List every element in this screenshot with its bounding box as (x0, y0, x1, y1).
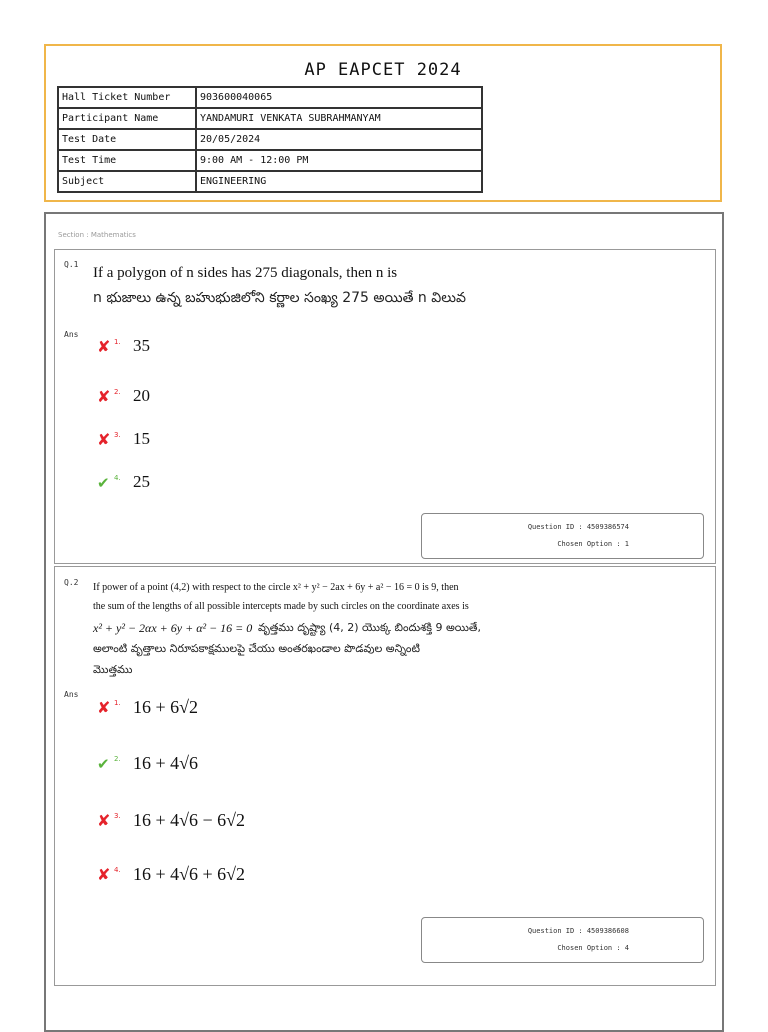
check-icon: ✔ (97, 474, 110, 492)
question-text-english-line-1: If power of a point (4,2) with respect to the circle x² + y² − 2ax + 6y + a² − 16 = 0 is 9, then (93, 582, 459, 593)
question-text-telugu: n భుజాలు ఉన్న బహుభుజిలోని కర్ణాల సంఖ్య 275 అయితే n విలువ (93, 290, 466, 306)
option-number: 4. (114, 474, 121, 482)
question-text-telugu-line-1: వృత్తము దృష్ట్యా (4, 2) యొక్క బిందుశక్తి 9 అయితే, (258, 621, 481, 634)
subject-value: ENGINEERING (196, 171, 482, 192)
option-number: 2. (114, 388, 121, 396)
section-label: Section : Mathematics (58, 231, 136, 239)
option-number: 1. (114, 338, 121, 346)
option-text: 25 (133, 472, 150, 491)
test-time-label: Test Time (58, 150, 196, 171)
test-time-value: 9:00 AM - 12:00 PM (196, 150, 482, 171)
cross-icon: ✘ (97, 337, 111, 356)
question-paper (44, 212, 724, 1032)
question-text-english: If a polygon of n sides has 275 diagonals, then n is (93, 265, 398, 281)
cross-icon: ✘ (97, 865, 111, 884)
question-1 (54, 249, 716, 564)
participant-name-value: YANDAMURI VENKATA SUBRAHMANYAM (196, 108, 482, 129)
participant-name-label: Participant Name (58, 108, 196, 129)
table-row (58, 108, 482, 129)
answer-label: Ans (64, 330, 79, 339)
option-text: 16 + 4√6 (133, 753, 199, 773)
answer-label: Ans (64, 690, 79, 699)
table-row (58, 87, 482, 108)
candidate-info-table (57, 86, 483, 193)
option-text: 35 (133, 336, 150, 355)
question-meta-box (421, 917, 704, 963)
cross-icon: ✘ (97, 387, 111, 406)
table-row (58, 150, 482, 171)
cross-icon: ✘ (97, 430, 111, 449)
cross-icon: ✘ (97, 698, 111, 717)
option-number: 3. (114, 812, 121, 820)
option-number: 2. (114, 755, 121, 763)
option-number: 3. (114, 431, 121, 439)
chosen-option: Chosen Option : 1 (557, 540, 629, 548)
question-meta-box (421, 513, 704, 559)
table-row (58, 171, 482, 192)
option-number: 4. (114, 866, 121, 874)
option-number: 1. (114, 699, 121, 707)
option-text: 16 + 4√6 − 6√2 (133, 810, 246, 830)
option-text: 16 + 4√6 + 6√2 (133, 864, 246, 884)
candidate-header (44, 44, 722, 202)
test-date-label: Test Date (58, 129, 196, 150)
test-date-value: 20/05/2024 (196, 129, 482, 150)
hall-ticket-value: 903600040065 (196, 87, 482, 108)
question-text-telugu-line-2: అలాంటి వృత్తాలు నిరూపకాక్షములపై చేయు అంతరఖండాల పొడవుల అన్నింటి (93, 642, 420, 655)
check-icon: ✔ (97, 755, 110, 773)
question-id: Question ID : 4509386574 (527, 523, 629, 531)
subject-label: Subject (58, 171, 196, 192)
option-text: 16 + 6√2 (133, 697, 199, 717)
chosen-option: Chosen Option : 4 (557, 944, 629, 952)
question-2 (54, 566, 716, 986)
question-number: Q.1 (64, 260, 79, 269)
option-text: 20 (133, 386, 150, 405)
cross-icon: ✘ (97, 811, 111, 830)
question-text-telugu-line-3: మొత్తము (93, 663, 133, 676)
question-id: Question ID : 4509386608 (527, 927, 629, 935)
question-number: Q.2 (64, 578, 79, 587)
exam-title: AP EAPCET 2024 (304, 60, 462, 80)
option-text: 15 (133, 429, 150, 448)
table-row (58, 129, 482, 150)
question-equation: x² + y² − 2αx + 6y + α² − 16 = 0 (93, 621, 253, 635)
hall-ticket-label: Hall Ticket Number (58, 87, 196, 108)
question-text-english-line-2: the sum of the lengths of all possible intercepts made by such circles on the coordinate axes is (93, 601, 469, 612)
